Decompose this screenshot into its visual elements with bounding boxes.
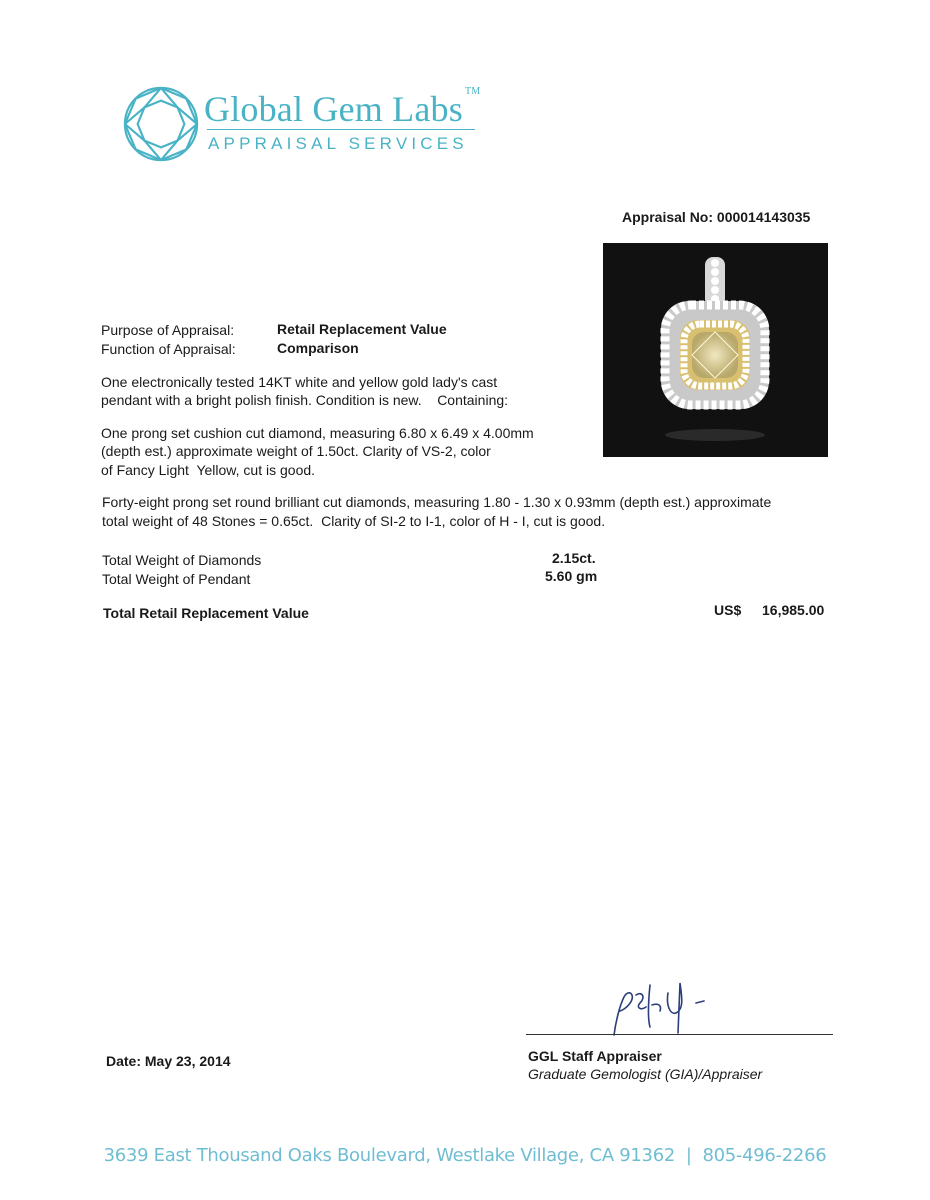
total-diamonds-label: Total Weight of Diamonds — [102, 552, 262, 568]
function-label: Function of Appraisal: — [101, 341, 236, 357]
brand-divider — [207, 129, 475, 130]
side-stones-line: total weight of 48 Stones = 0.65ct. Clarity of SI-2 to I-1, color of H - I, cut is good. — [102, 513, 606, 529]
signature-line — [526, 1034, 833, 1035]
appraisal-number: Appraisal No: 000014143035 — [622, 209, 811, 225]
center-stone-line: (depth est.) approximate weight of 1.50ct. Clarity of VS-2, color — [101, 443, 491, 459]
item-description-line: One electronically tested 14KT white and yellow gold lady's cast — [101, 374, 498, 390]
purpose-value: Retail Replacement Value — [277, 321, 447, 337]
center-stone-line: of Fancy Light Yellow, cut is good. — [101, 462, 316, 478]
total-diamonds-value: 2.15ct. — [552, 550, 596, 566]
brand-name: Global Gem Labs ™ — [204, 86, 481, 129]
footer-address: 3639 East Thousand Oaks Boulevard, Westlake Village, CA 91362 | 805-496-2266 — [103, 1145, 827, 1166]
item-description-line: pendant with a bright polish finish. Condition is new. Containing: — [101, 392, 509, 408]
diamond-logo-icon — [122, 85, 200, 163]
purpose-label: Purpose of Appraisal: — [101, 322, 235, 338]
center-stone-line: One prong set cushion cut diamond, measuring 6.80 x 6.49 x 4.00mm — [101, 425, 534, 441]
function-value: Comparison — [277, 340, 359, 356]
side-stones-line: Forty-eight prong set round brilliant cut diamonds, measuring 1.80 - 1.30 x 0.93mm (depth est.) approximate — [102, 494, 772, 510]
currency: US$ — [714, 602, 742, 618]
retail-value: 16,985.00 — [762, 602, 825, 618]
total-pendant-value: 5.60 gm — [545, 568, 598, 584]
appraiser-credential: Graduate Gemologist (GIA)/Appraiser — [528, 1066, 763, 1082]
signature-image — [596, 975, 716, 1040]
pendant-photo — [603, 243, 828, 457]
total-pendant-label: Total Weight of Pendant — [102, 571, 251, 587]
retail-value-label: Total Retail Replacement Value — [103, 605, 309, 621]
appraiser-title: GGL Staff Appraiser — [528, 1048, 662, 1064]
appraisal-date: Date: May 23, 2014 — [106, 1053, 231, 1069]
brand-subtitle: APPRAISAL SERVICES — [208, 134, 468, 153]
